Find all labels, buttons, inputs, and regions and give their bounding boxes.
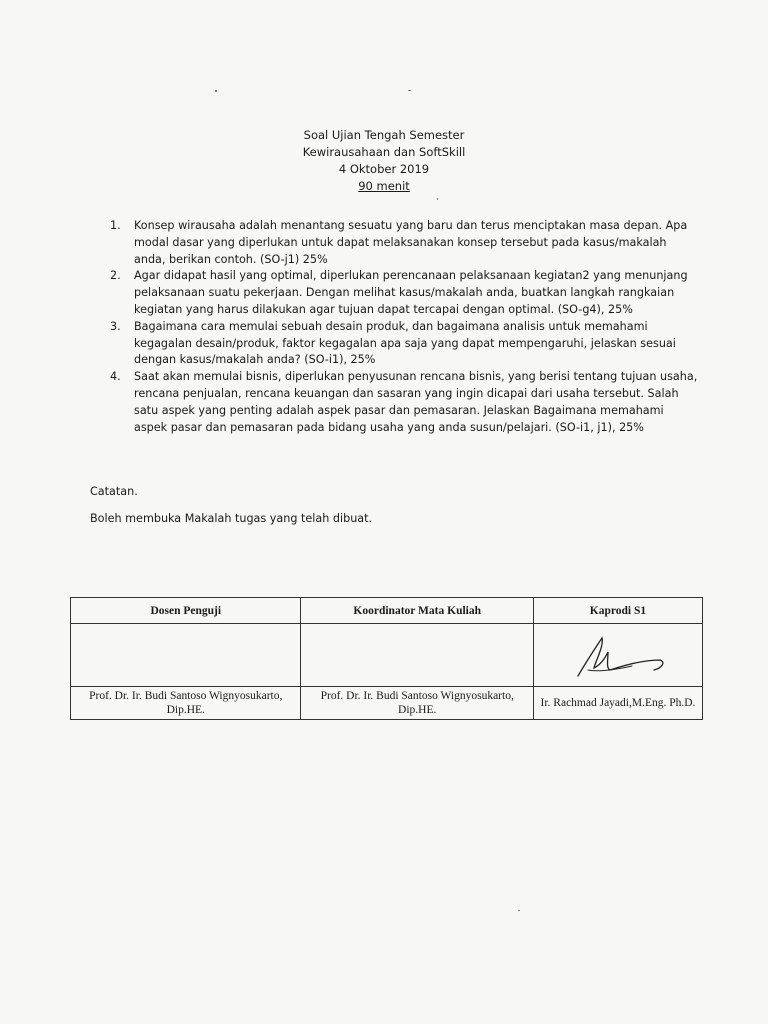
- notes-label: Catatan.: [90, 485, 138, 498]
- scan-speck: [408, 90, 411, 91]
- coordinator-name: Prof. Dr. Ir. Budi Santoso Wignyosukarto, Dip.HE.: [301, 687, 533, 720]
- header-examiner: Dosen Penguji: [71, 598, 301, 624]
- head-of-program-name: Ir. Rachmad Jayadi,M.Eng. Ph.D.: [533, 687, 702, 720]
- question-text: Bagaimana cara memulai sebuah desain produk, dan bagaimana analisis untuk memahami kegagalan desain/produk, faktor kegagalan apa saja yang dapat mempengaruhi, jelaskan sesuai dengan kasus/makalah anda? (SO-i1), 25%: [134, 319, 676, 367]
- question-item: [110, 369, 700, 436]
- course-name: Kewirausahaan dan SoftSkill: [302, 145, 466, 159]
- scan-speck: [437, 198, 438, 200]
- question-text: Agar didapat hasil yang optimal, diperlukan perencanaan pelaksanaan kegiatan2 yang menunjang pelaksanaan suatu pekerjaan. Dengan melihat kasus/makalah anda, buatkan langkah rangkaian kegiatan yang harus dilakukan agar tujuan dapat tercapai dengan optimal. (SO-g4), 25%: [134, 269, 688, 316]
- exam-title: Soal Ujian Tengah Semester: [303, 128, 465, 142]
- notes-text: Boleh membuka Makalah tugas yang telah dibuat.: [90, 512, 373, 525]
- question-item: [110, 218, 700, 268]
- header-head-of-program: Kaprodi S1: [533, 598, 702, 624]
- question-number: 1.: [110, 219, 121, 232]
- signature-cell-head-of-program: [533, 624, 702, 687]
- scan-speck: [215, 90, 217, 92]
- scan-speck: [518, 910, 520, 911]
- question-number: 2.: [110, 269, 121, 283]
- exam-date: 4 Oktober 2019: [338, 162, 430, 176]
- question-text: Konsep wirausaha adalah menantang sesuatu yang baru dan terus menciptakan masa depan. Apa modal dasar yang diperlukan untuk dapat melaksanakan konsep tersebut pada kasus/makalah anda, berikan contoh. (SO-j1) 25%: [134, 219, 688, 266]
- question-number: 3.: [110, 319, 121, 333]
- exam-header: [0, 127, 768, 195]
- signature-cell-examiner: [71, 624, 301, 687]
- question-list: [110, 218, 700, 436]
- question-number: 4.: [110, 370, 121, 384]
- header-coordinator: Koordinator Mata Kuliah: [301, 598, 533, 624]
- signature-cell-coordinator: [301, 624, 533, 687]
- signature-table: [70, 597, 703, 720]
- examiner-name: Prof. Dr. Ir. Budi Santoso Wignyosukarto, Dip.HE.: [71, 687, 301, 720]
- handwritten-signature: [572, 626, 672, 682]
- question-text: Saat akan memulai bisnis, diperlukan penyusunan rencana bisnis, yang berisi tentang tujuan usaha, rencana penjualan, rencana keuangan dan sasaran yang ingin dicapai dari usaha tersebut. Salah satu aspek yang penting adalah aspek pasar dan pemasaran. Jelaskan Bagaimana memahami aspek pasar dan pemasaran pada bidang usaha yang anda susun/pelajari. (SO-i1, j1), 25%: [134, 370, 698, 434]
- question-item: [110, 319, 700, 369]
- question-item: [110, 268, 700, 318]
- exam-duration: 90 menit: [358, 179, 410, 193]
